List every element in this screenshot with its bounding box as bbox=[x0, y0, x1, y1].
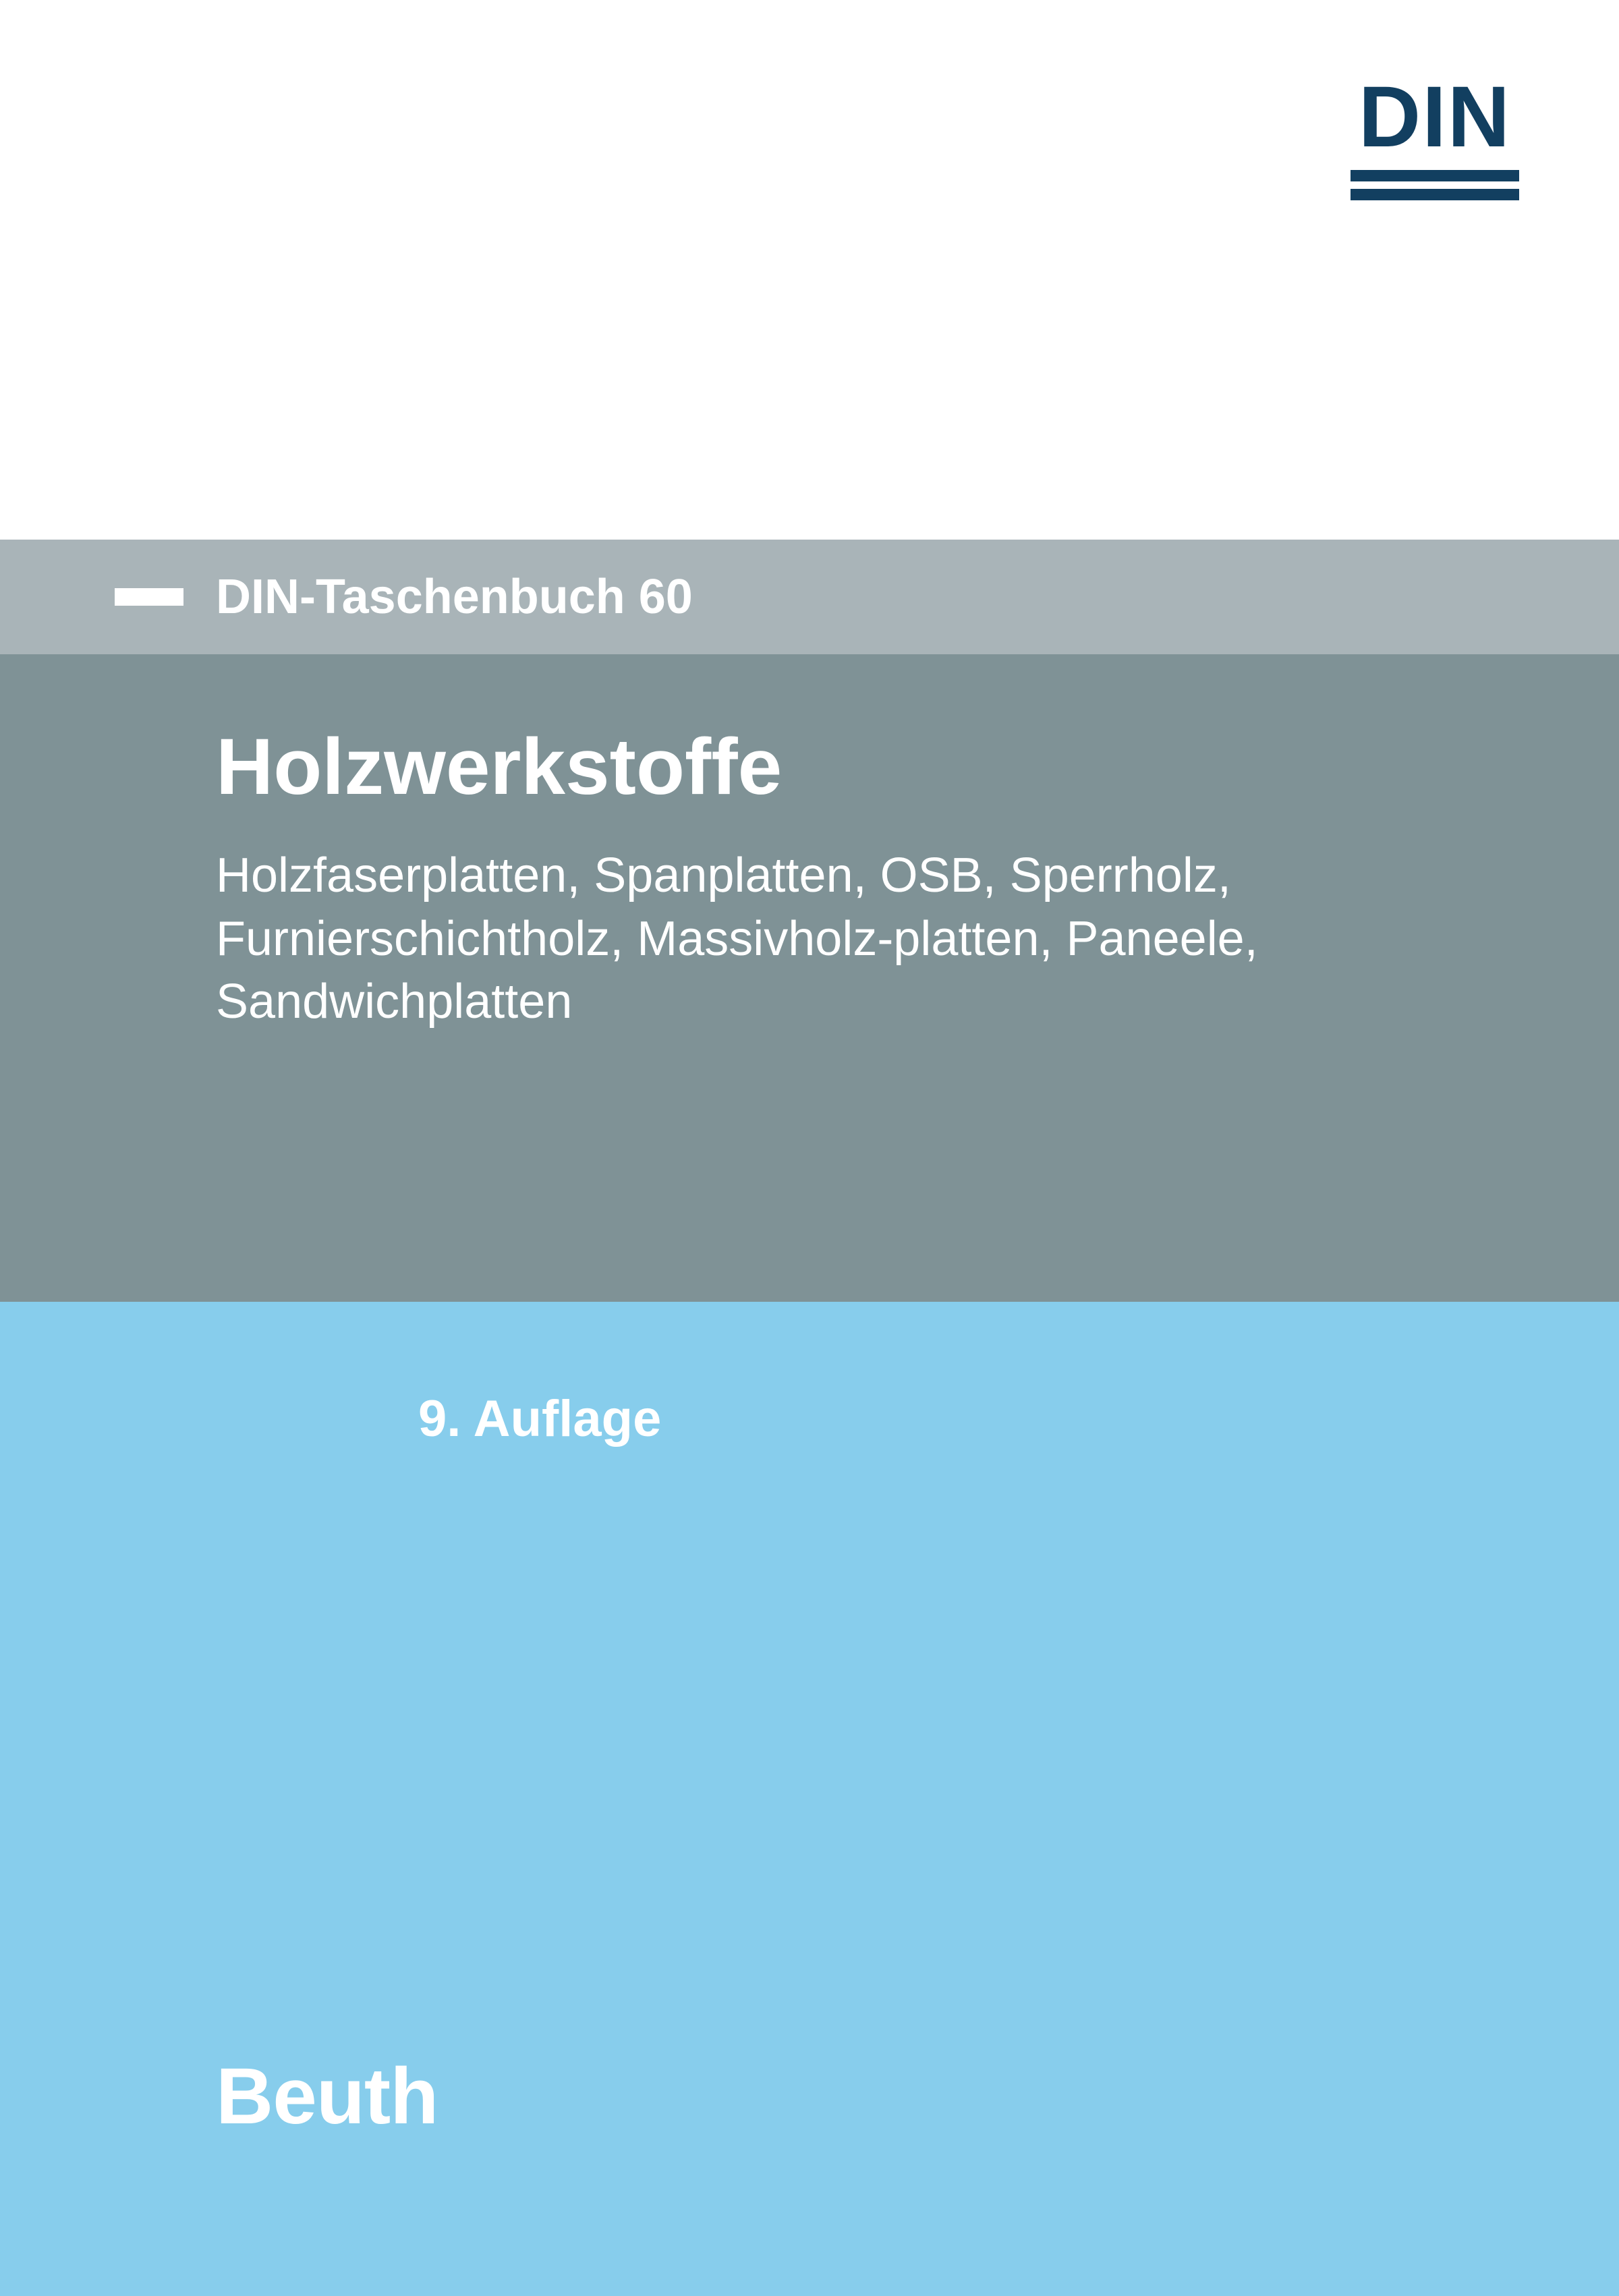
publisher-logo: Beuth bbox=[216, 2052, 438, 2141]
lower-panel bbox=[0, 1302, 1619, 2296]
din-logo-rule-top bbox=[1351, 170, 1519, 181]
cover-top-white-area bbox=[0, 0, 1619, 540]
series-band bbox=[0, 540, 1619, 654]
series-dash-icon bbox=[115, 588, 183, 606]
subtitle: Holzfaserplatten, Spanplatten, OSB, Sperrholz, Furnierschichtholz, Massivholz-platten, Paneele, Sandwichplatten bbox=[216, 849, 1258, 1029]
din-logo-rule-bottom bbox=[1351, 189, 1519, 200]
din-logo bbox=[1351, 69, 1519, 200]
page-title: Holzwerkstoffe bbox=[216, 722, 783, 811]
title-block bbox=[0, 654, 1619, 1302]
edition-label: 9. Auflage bbox=[418, 1390, 662, 1447]
din-logo-text: DIN bbox=[1358, 69, 1512, 165]
series-title: DIN-Taschenbuch 60 bbox=[216, 570, 693, 624]
